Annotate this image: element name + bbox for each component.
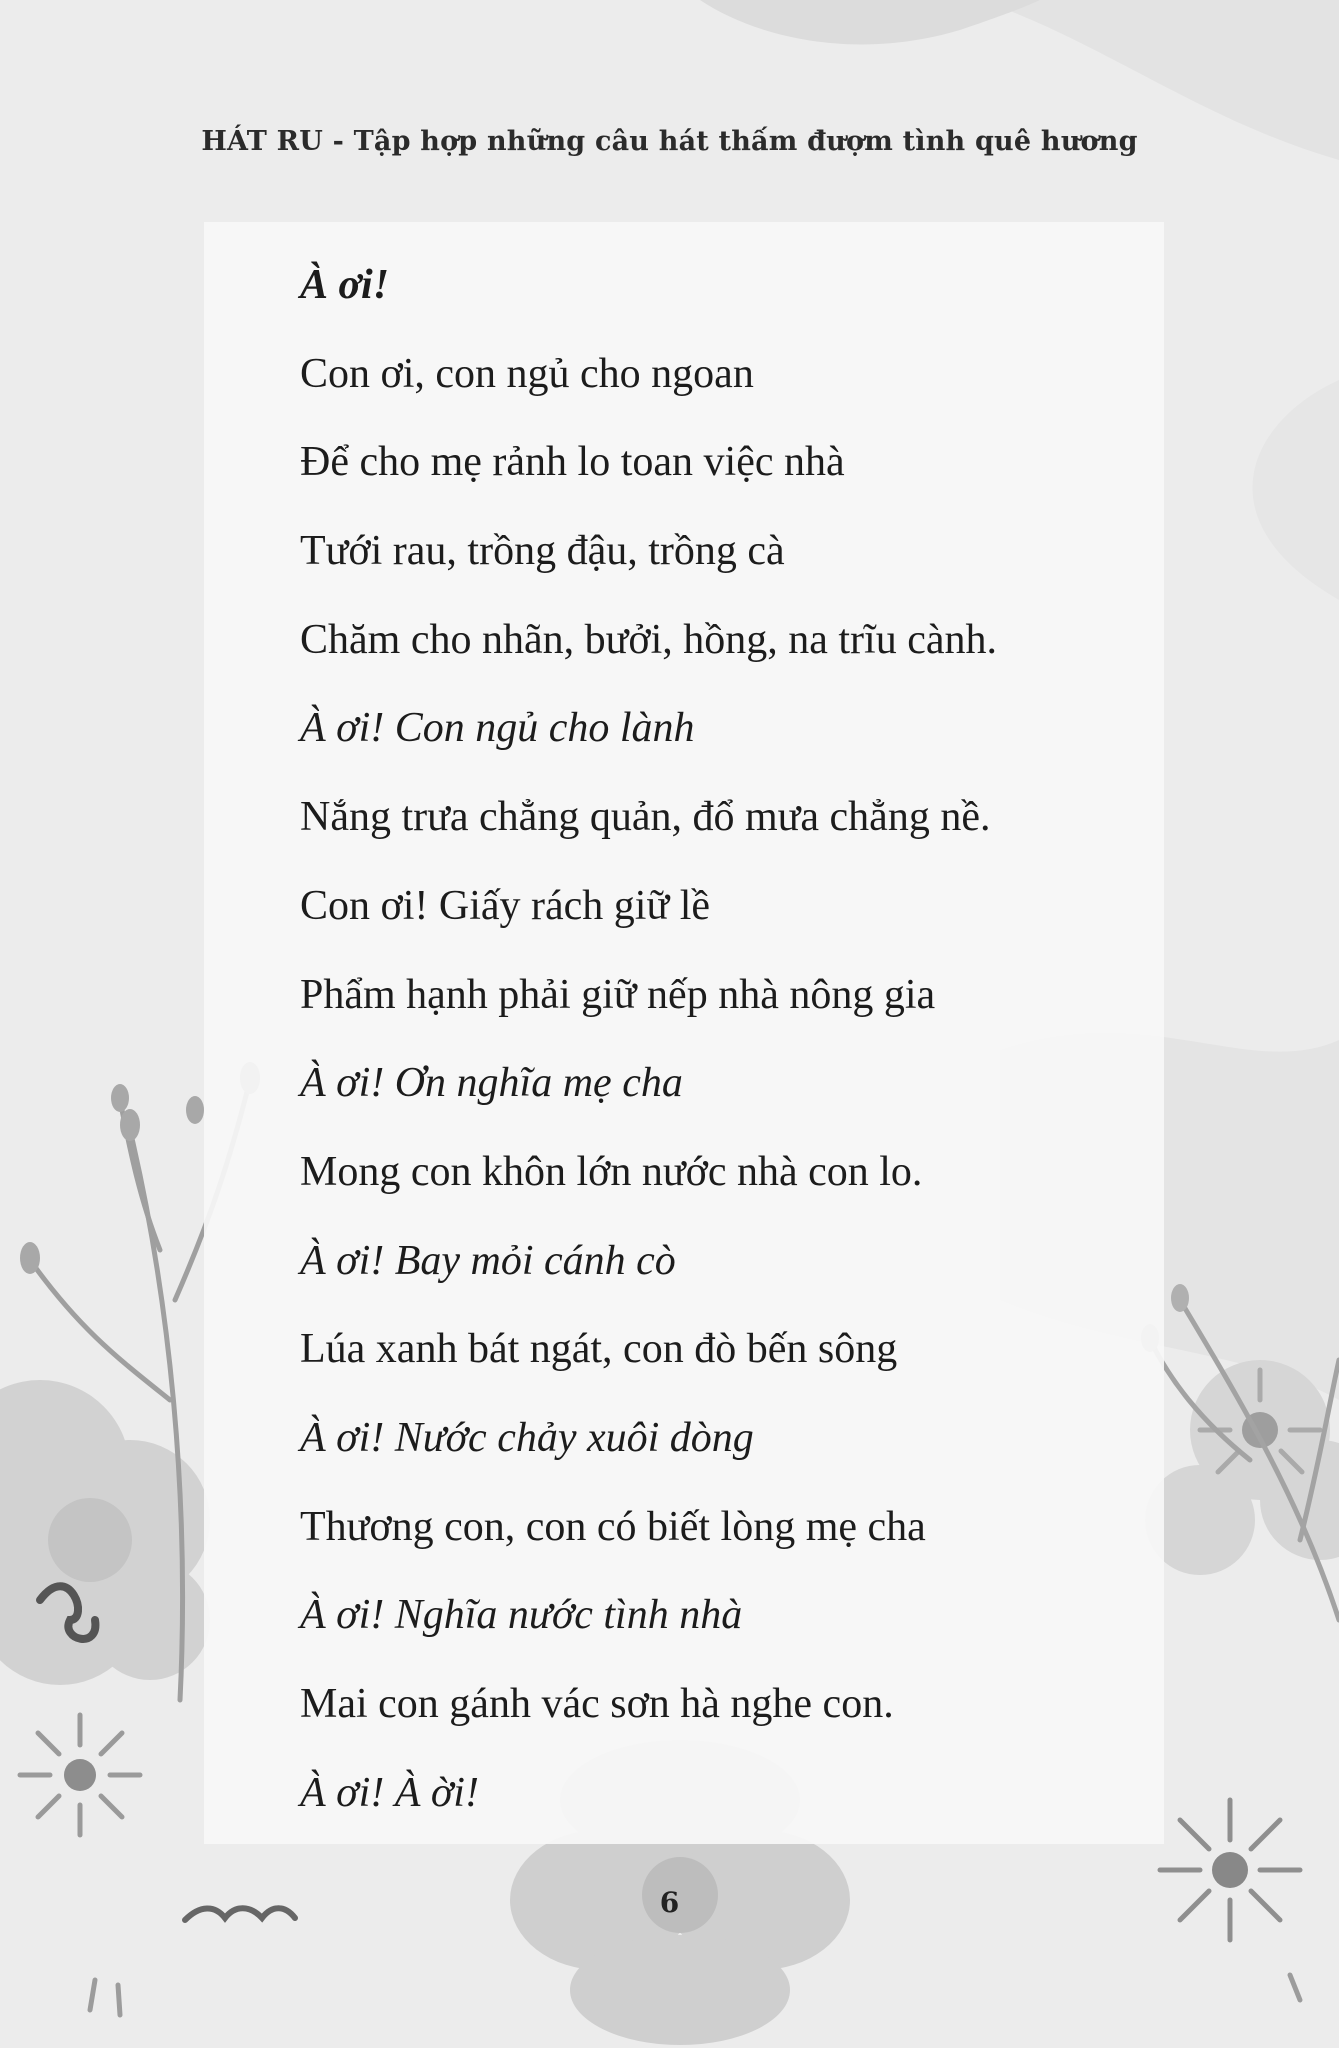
poem-line: À ơi! Con ngủ cho lành <box>300 705 695 752</box>
poem-line: À ơi! À ời! <box>300 1769 479 1816</box>
poem-line: Tưới rau, trồng đậu, trồng cà <box>300 528 785 575</box>
running-header: HÁT RU - Tập hợp những câu hát thấm đượm tình quê hương <box>201 126 1138 157</box>
poem-line: Mong con khôn lớn nước nhà con lo. <box>300 1148 923 1195</box>
poem-line: Con ơi! Giấy rách giữ lề <box>300 882 711 929</box>
poem-line: Mai con gánh vác sơn hà nghe con. <box>300 1681 894 1727</box>
poem-body <box>300 250 1120 1846</box>
page-number: 6 <box>659 1886 680 1919</box>
poem-line: À ơi! <box>300 262 390 308</box>
poem-line: Để cho mẹ rảnh lo toan việc nhà <box>300 439 845 486</box>
poem-line: Con ơi, con ngủ cho ngoan <box>300 350 754 397</box>
poem-line: À ơi! Nước chảy xuôi dòng <box>300 1414 754 1461</box>
poem-line: À ơi! Bay mỏi cánh cò <box>300 1237 676 1284</box>
poem-line: À ơi! Nghĩa nước tình nhà <box>300 1592 743 1639</box>
poem-line: Chăm cho nhãn, bưởi, hồng, na trĩu cành. <box>300 616 997 663</box>
poem-line: Phẩm hạnh phải giữ nếp nhà nông gia <box>300 971 936 1018</box>
poem-line: Thương con, con có biết lòng mẹ cha <box>300 1503 926 1550</box>
poem-line: À ơi! Ơn nghĩa mẹ cha <box>300 1060 683 1107</box>
poem-line: Lúa xanh bát ngát, con đò bến sông <box>300 1326 898 1373</box>
poem-line: Nắng trưa chẳng quản, đổ mưa chẳng nề. <box>300 794 991 841</box>
